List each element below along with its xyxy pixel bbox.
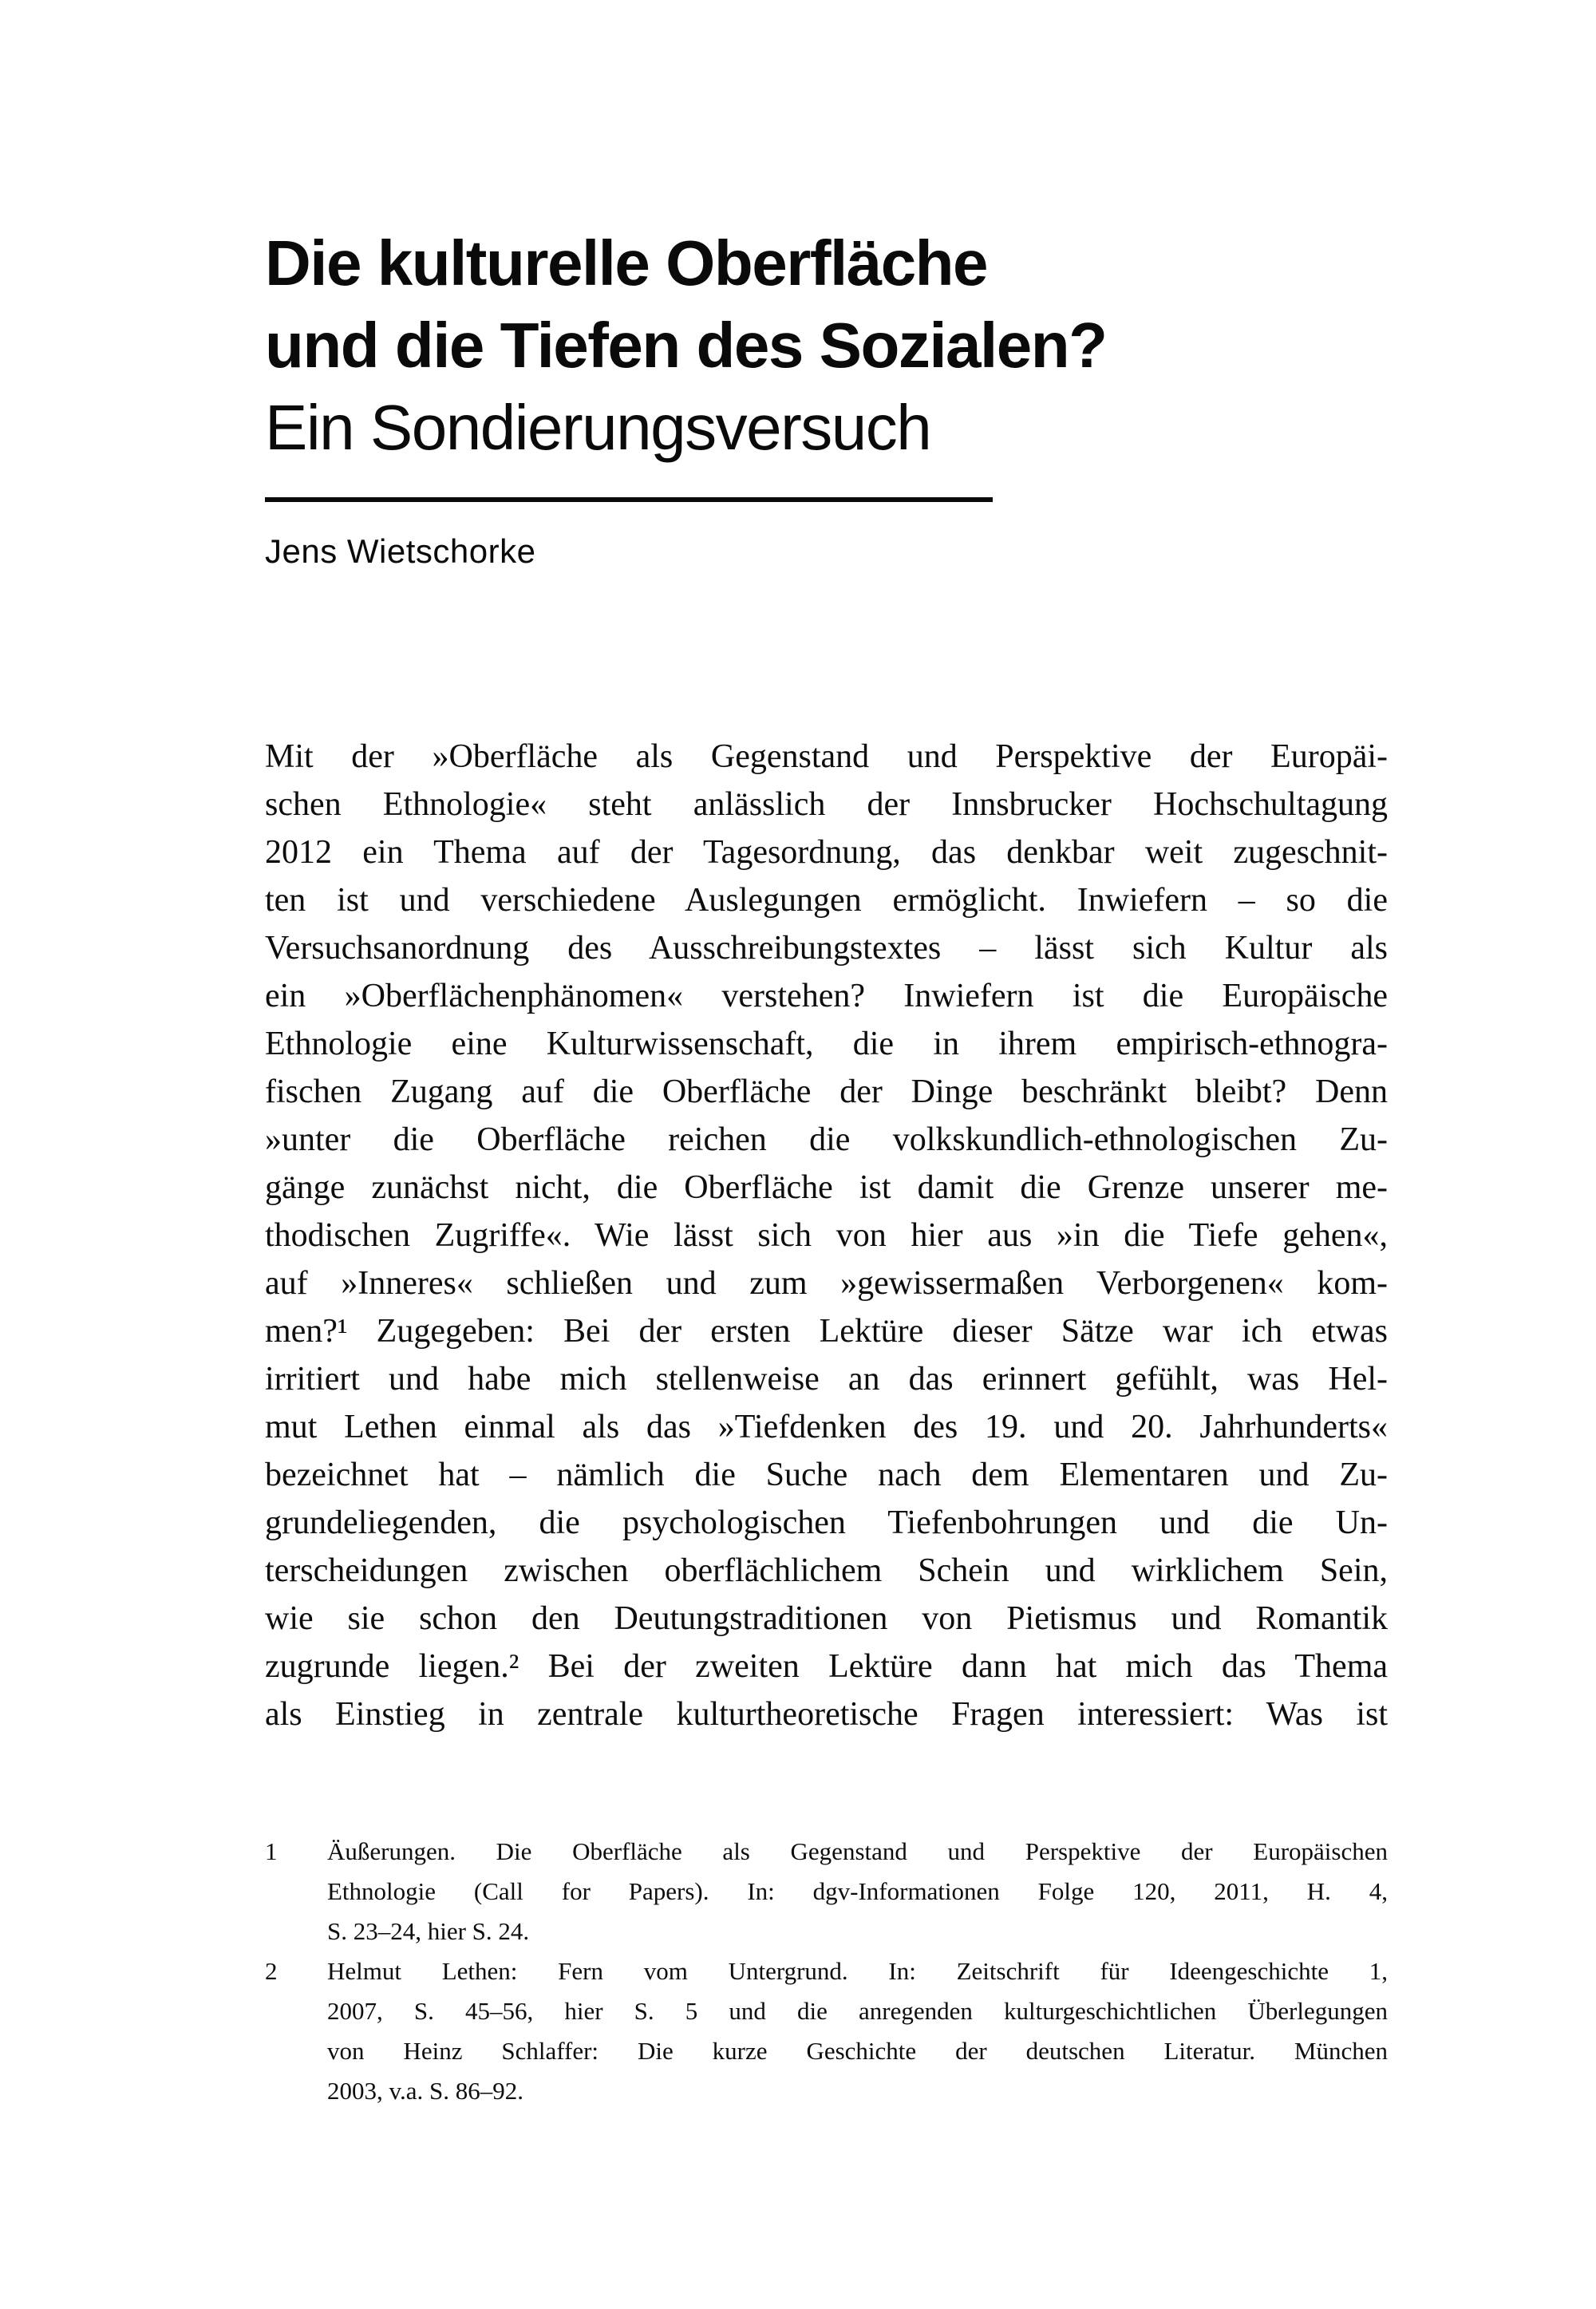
footnote-2 [265,1951,1388,2111]
body-line: schen Ethnologie« steht anlässlich der Innsbrucker Hochschultagung [265,786,1388,823]
footnote-line: Ethnologie (Call for Papers). In: dgv-Informationen Folge 120, 2011, H. 4, [327,1877,1388,1905]
title-line-1: Die kulturelle Oberfläche [265,227,988,299]
footnote-line: von Heinz Schlaffer: Die kurze Geschichte der deutschen Literatur. München [327,2037,1388,2065]
footnote-text [327,1951,1388,2111]
title-line-2: und die Tiefen des Sozialen? [265,310,1107,381]
body-line: wie sie schon den Deutungstraditionen von Pietismus und Romantik [265,1600,1388,1637]
footnote-line: 2003, v.a. S. 86–92. [327,2077,523,2105]
author-name: Jens Wietschorke [265,532,536,570]
footnote-line: 2007, S. 45–56, hier S. 5 und die anregenden kulturgeschichtlichen Überlegungen [327,1997,1388,2025]
body-line: »unter die Oberfläche reichen die volkskundlich-ethnologischen Zu- [265,1121,1388,1158]
footnote-number: 1 [265,1837,278,1865]
footnote-1 [265,1832,1388,1951]
body-line: thodischen Zugriffe«. Wie lässt sich von hier aus »in die Tiefe gehen«, [265,1217,1388,1254]
body-line: ein »Oberflächenphänomen« verstehen? Inwiefern ist die Europäische [265,978,1388,1014]
body-line: ten ist und verschiedene Auslegungen ermöglicht. Inwiefern – so die [265,882,1388,919]
footnote-number: 2 [265,1957,278,1985]
body-line: 2012 ein Thema auf der Tagesordnung, das denkbar weit zugeschnit- [265,834,1388,871]
body-line: fischen Zugang auf die Oberfläche der Dinge beschränkt bleibt? Denn [265,1073,1388,1110]
body-line: Mit der »Oberfläche als Gegenstand und Perspektive der Europäi- [265,738,1388,775]
footnote-line: S. 23–24, hier S. 24. [327,1917,530,1945]
footnote-text [327,1832,1388,1951]
body-line: gänge zunächst nicht, die Oberfläche ist damit die Grenze unserer me- [265,1169,1388,1206]
body-line: als Einstieg in zentrale kulturtheoretische Fragen interessiert: Was ist [265,1696,1388,1733]
article-title [265,222,1106,469]
footnote-line: Helmut Lethen: Fern vom Untergrund. In: Zeitschrift für Ideengeschichte 1, [327,1957,1388,1985]
body-line: grundeliegenden, die psychologischen Tiefenbohrungen und die Un- [265,1504,1388,1541]
footnote-line: Äußerungen. Die Oberfläche als Gegenstand und Perspektive der Europäischen [327,1837,1388,1865]
body-line: terscheidungen zwischen oberflächlichem Schein und wirklichem Sein, [265,1552,1388,1589]
body-line: zugrunde liegen.² Bei der zweiten Lektüre dann hat mich das Thema [265,1648,1388,1685]
body-line: Versuchsanordnung des Ausschreibungstextes – lässt sich Kultur als [265,930,1388,967]
footnotes-section [265,1832,1388,2111]
body-line: irritiert und habe mich stellenweise an das erinnert gefühlt, was Hel- [265,1361,1388,1398]
body-line: Ethnologie eine Kulturwissenschaft, die in ihrem empirisch-ethnogra- [265,1026,1388,1062]
body-line: auf »Inneres« schließen und zum »gewissermaßen Verborgenen« kom- [265,1265,1388,1302]
body-line: men?¹ Zugegeben: Bei der ersten Lektüre dieser Sätze war ich etwas [265,1313,1388,1350]
body-line: bezeichnet hat – nämlich die Suche nach dem Elementaren und Zu- [265,1457,1388,1493]
title-divider-rule [265,497,993,502]
article-body [265,733,1388,1738]
article-subtitle: Ein Sondierungsversuch [265,392,931,463]
body-line: mut Lethen einmal als das »Tiefdenken des 19. und 20. Jahrhunderts« [265,1409,1388,1445]
